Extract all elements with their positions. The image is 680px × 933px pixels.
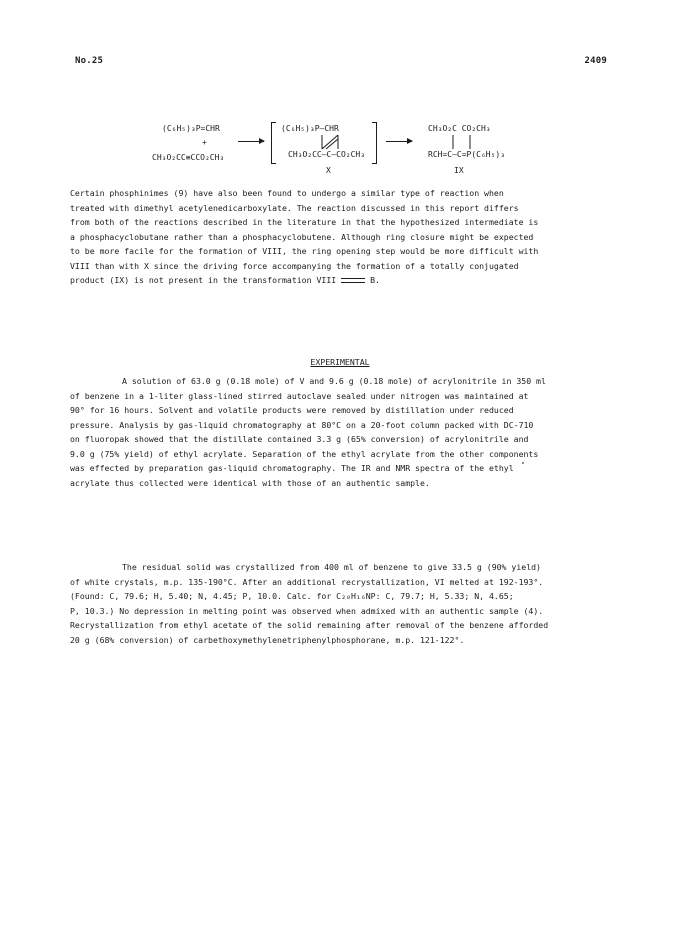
text-line: (Found: C, 79.6; H, 5.40; N, 4.45; P, 10.0. Calc. for C₂₀H₁₆NP: C, 79.7; H, 5.33; N, 4.65; [70,591,514,601]
text-line: 90° for 16 hours. Solvent and volatile products were removed by distillation under reduced [70,405,514,415]
experimental-paragraph-1 [70,374,610,490]
text-line: a phosphacyclobutane rather than a phosphacyclobutene. Although ring closure might be expected [70,231,534,242]
left-bracket [271,122,276,164]
section-heading-experimental: EXPERIMENTAL [310,357,370,367]
text-line: A solution of 63.0 g (0.18 mole) of V and 9.6 g (0.18 mole) of acrylonitrile in 350 ml [122,376,546,386]
text-line: was effected by preparation gas-liquid chromatography. The IR and NMR spectra of the ethyl [70,463,514,473]
text-line [70,273,610,288]
text-line: 20 g (68% conversion) of carbethoxymethylenetriphenylphosphorane, m.p. 121-122°. [70,634,465,645]
text-line: 9.0 g (75% yield) of ethyl acrylate. Separation of the ethyl acrylate from the other components [70,448,539,459]
discussion-paragraph [70,186,610,288]
text-line: pressure. Analysis by gas-liquid chromatography at 80°C on a 20-foot column packed with DC-710 [70,419,534,430]
intermediate-bottom: CH₃O₂CC—C—CO₂CH₃ [288,150,366,159]
plus-sign: + [202,138,207,147]
reactant-acetylenedicarboxylate: CH₃O₂CC≡CCO₂CH₃ [152,153,225,162]
text-segment: product (IX) is not present in the transformation VIII [70,275,337,285]
right-bracket [372,122,377,164]
text-line: acrylate thus collected were identical with those of an authentic sample. [70,477,430,488]
product-bonds [448,134,478,150]
text-line: VIII than with X since the driving force accompanying the formation of a totally conjugated [70,260,519,271]
intermediate-top: (C₆H₅)₃P—CHR [281,124,339,133]
text-line: on fluoropak showed that the distillate contained 3.3 g (65% conversion) of acrylonitrile and [70,434,529,444]
text-line: of benzene in a 1-liter glass-lined stirred autoclave sealed under nitrogen was maintained at [70,390,529,401]
ring-bonds [318,134,344,150]
reaction-arrow-2 [386,141,412,142]
text-line: P, 10.3.) No depression in melting point was observed when admixed with an authentic sample (4). [70,605,544,616]
product-bottom: RCH=C—C=P(C₆H₅)₃ [428,150,506,159]
experimental-paragraph-2 [70,560,610,647]
page-number: 2409 [584,56,607,66]
speck [522,462,524,464]
reaction-scheme [0,0,680,190]
text-line: The residual solid was crystallized from 400 ml of benzene to give 33.5 g (90% yield) [122,562,541,572]
text-line: of white crystals, m.p. 135-190°C. After an additional recrystallization, VI melted at 192-193°. [70,576,544,587]
text-line: Recrystallization from ethyl acetate of the solid remaining after removal of the benzene afforded [70,620,549,630]
reactant-ylide: (C₆H₅)₃P=CHR [162,124,220,133]
text-line: from both of the reactions described in the literature in that the hypothesized intermediate is [70,217,539,227]
reaction-arrow-1 [238,141,264,142]
journal-issue-number: No.25 [75,56,104,66]
text-segment: B. [370,275,380,285]
equilibrium-arrow [341,277,365,284]
text-line: to be more facile for the formation of VIII, the ring opening step would be more difficult with [70,246,539,256]
product-top: CH₃O₂C CO₂CH₃ [428,124,491,133]
intermediate-label: X [326,166,331,175]
product-label: IX [454,166,464,175]
text-line: Certain phosphinimes (9) have also been found to undergo a similar type of reaction when [70,188,504,198]
text-line: treated with dimethyl acetylenedicarboxylate. The reaction discussed in this report differs [70,202,519,213]
